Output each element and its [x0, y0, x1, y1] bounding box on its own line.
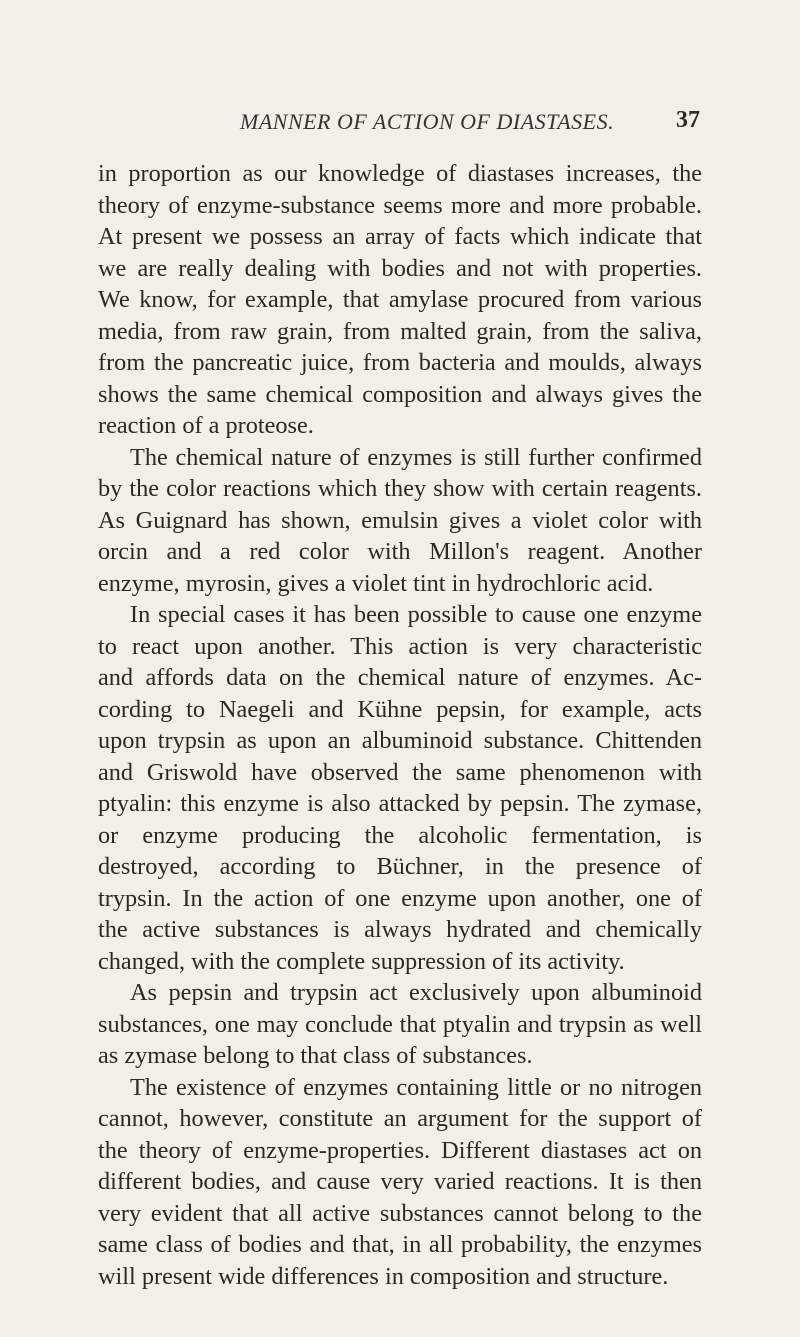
text-line: media, from raw grain, from malted grain, from the saliva,	[98, 317, 702, 345]
paragraph	[98, 599, 702, 977]
text-line: theory of enzyme-substance seems more and more probable.	[98, 191, 702, 219]
text-line: the theory of enzyme-properties. Different diastases act on	[98, 1136, 702, 1164]
text-line: At present we possess an array of facts which indicate that	[98, 223, 702, 250]
text-line: or enzyme producing the alcoholic fermentation, is	[98, 821, 702, 849]
paragraph	[98, 1072, 702, 1293]
text-line: In special cases it has been possible to cause one enzyme	[130, 601, 702, 628]
text-line: enzyme, myrosin, gives a violet tint in hydrochloric acid.	[98, 569, 654, 597]
text-line: As Guignard has shown, emulsin gives a violet color with	[98, 506, 702, 534]
text-line: shows the same chemical composition and always gives the	[98, 380, 702, 408]
text-line: destroyed, according to Büchner, in the presence of	[98, 853, 702, 880]
text-line: to react upon another. This action is very characteristic	[98, 632, 702, 660]
text-line: reaction of a proteose.	[98, 412, 314, 439]
text-line: We know, for example, that amylase procured from various	[98, 286, 702, 313]
paragraph	[98, 442, 702, 600]
text-line: same class of bodies and that, in all probability, the enzymes	[98, 1231, 702, 1258]
text-line: by the color reactions which they show with certain reagents.	[98, 475, 702, 502]
paragraph	[98, 158, 702, 442]
text-line: as zymase belong to that class of substances.	[98, 1042, 533, 1069]
text-line: cannot, however, constitute an argument for the support of	[98, 1105, 702, 1132]
text-line: from the pancreatic juice, from bacteria and moulds, always	[98, 349, 702, 376]
text-line: changed, with the complete suppression of its activity.	[98, 947, 625, 975]
running-title: MANNER OF ACTION OF DIASTASES.	[240, 109, 615, 134]
body-text	[98, 158, 702, 1292]
text-line: trypsin. In the action of one enzyme upon another, one of	[98, 884, 702, 912]
text-line: orcin and a red color with Millon's reagent. Another	[98, 538, 702, 565]
page-number: 37	[676, 107, 700, 133]
text-line: very evident that all active substances cannot belong to the	[98, 1199, 702, 1227]
text-line: cording to Naegeli and Kühne pepsin, for example, acts	[98, 695, 702, 723]
text-line: substances, one may conclude that ptyalin and trypsin as well	[98, 1010, 702, 1038]
text-line: will present wide differences in composition and structure.	[98, 1262, 669, 1290]
text-line: and affords data on the chemical nature of enzymes. Ac-	[98, 664, 702, 691]
text-line: ptyalin: this enzyme is also attacked by pepsin. The zymase,	[98, 790, 702, 817]
running-head	[240, 109, 700, 139]
text-line: As pepsin and trypsin act exclusively upon albuminoid	[130, 979, 702, 1006]
text-line: the active substances is always hydrated and chemically	[98, 916, 702, 943]
text-line: The existence of enzymes containing little or no nitrogen	[130, 1073, 702, 1101]
text-line: in proportion as our knowledge of diastases increases, the	[98, 160, 702, 187]
paragraph	[98, 977, 702, 1072]
text-line: and Griswold have observed the same phenomenon with	[98, 758, 702, 786]
text-line: we are really dealing with bodies and not with properties.	[98, 254, 702, 282]
text-line: upon trypsin as upon an albuminoid substance. Chittenden	[98, 727, 702, 754]
text-line: The chemical nature of enzymes is still further confirmed	[130, 443, 702, 471]
text-line: different bodies, and cause very varied reactions. It is then	[98, 1168, 702, 1195]
